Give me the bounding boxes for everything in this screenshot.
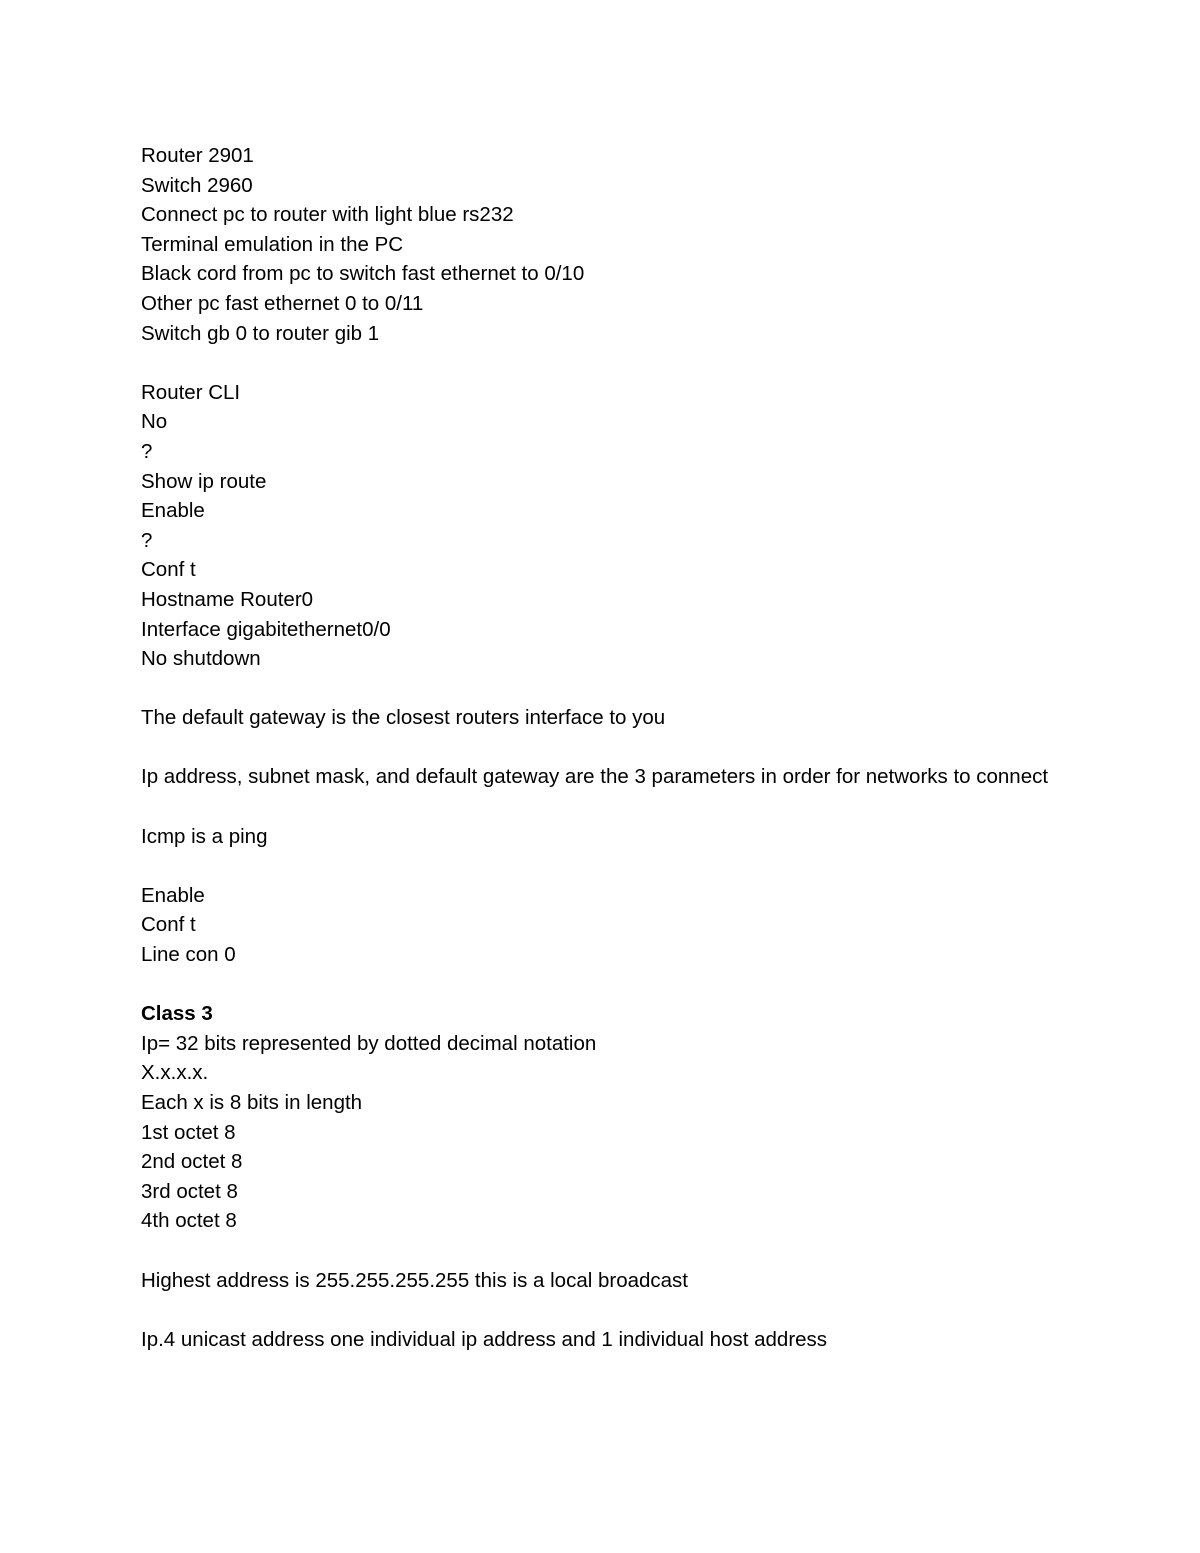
spacer (141, 792, 1061, 822)
router-cli-heading: Router CLI (141, 380, 241, 404)
setup-line-terminal: Terminal emulation in the PC (141, 232, 404, 256)
console-command-line: Conf t (141, 913, 196, 937)
icmp-note: Icmp is a ping (141, 824, 268, 848)
setup-line-switch-gb: Switch gb 0 to router gib 1 (141, 321, 380, 345)
setup-line-router: Router 2901 (141, 144, 254, 167)
document-body (141, 141, 1061, 1354)
class3-heading: Class 3 (141, 1002, 213, 1026)
parameters-note: Ip address, subnet mask, and default gateway are the 3 parameters in order for networks to connect (141, 765, 1049, 789)
class3-section (141, 999, 1061, 1236)
router-cli-line: No (141, 410, 168, 434)
router-cli-section (141, 378, 1061, 674)
console-commands-section (141, 881, 1061, 970)
router-cli-line: No shutdown (141, 647, 261, 671)
gateway-note: The default gateway is the closest routers interface to you (141, 706, 666, 730)
setup-line-other-pc: Other pc fast ethernet 0 to 0/11 (141, 291, 424, 315)
spacer (141, 970, 1061, 1000)
router-cli-line: Conf t (141, 558, 196, 582)
router-cli-line: Hostname Router0 (141, 587, 314, 611)
spacer (141, 733, 1061, 763)
class3-line: 4th octet 8 (141, 1209, 237, 1233)
setup-line-switch: Switch 2960 (141, 173, 253, 197)
router-cli-line: ? (141, 439, 153, 463)
class3-line: X.x.x.x. (141, 1061, 209, 1085)
router-cli-line: Interface gigabitethernet0/0 (141, 617, 391, 641)
spacer (141, 1236, 1061, 1266)
unicast-note: Ip.4 unicast address one individual ip address and 1 individual host address (141, 1327, 828, 1351)
broadcast-note: Highest address is 255.255.255.255 this is a local broadcast (141, 1268, 689, 1292)
class3-line: Ip= 32 bits represented by dotted decimal notation (141, 1031, 597, 1055)
class3-line: 2nd octet 8 (141, 1150, 243, 1174)
class3-line: 1st octet 8 (141, 1120, 236, 1144)
spacer (141, 851, 1061, 881)
console-command-line: Enable (141, 883, 205, 907)
router-cli-line: ? (141, 528, 153, 552)
class3-line: Each x is 8 bits in length (141, 1091, 363, 1114)
router-cli-line: Show ip route (141, 469, 267, 493)
class3-line: 3rd octet 8 (141, 1179, 238, 1203)
router-cli-line: Enable (141, 499, 205, 523)
setup-line-rs232: Connect pc to router with light blue rs232 (141, 203, 514, 227)
setup-section (141, 141, 1061, 348)
spacer (141, 348, 1061, 378)
console-command-line: Line con 0 (141, 943, 236, 967)
setup-line-black-cord: Black cord from pc to switch fast ethernet to 0/10 (141, 262, 585, 286)
spacer (141, 1295, 1061, 1325)
spacer (141, 674, 1061, 704)
